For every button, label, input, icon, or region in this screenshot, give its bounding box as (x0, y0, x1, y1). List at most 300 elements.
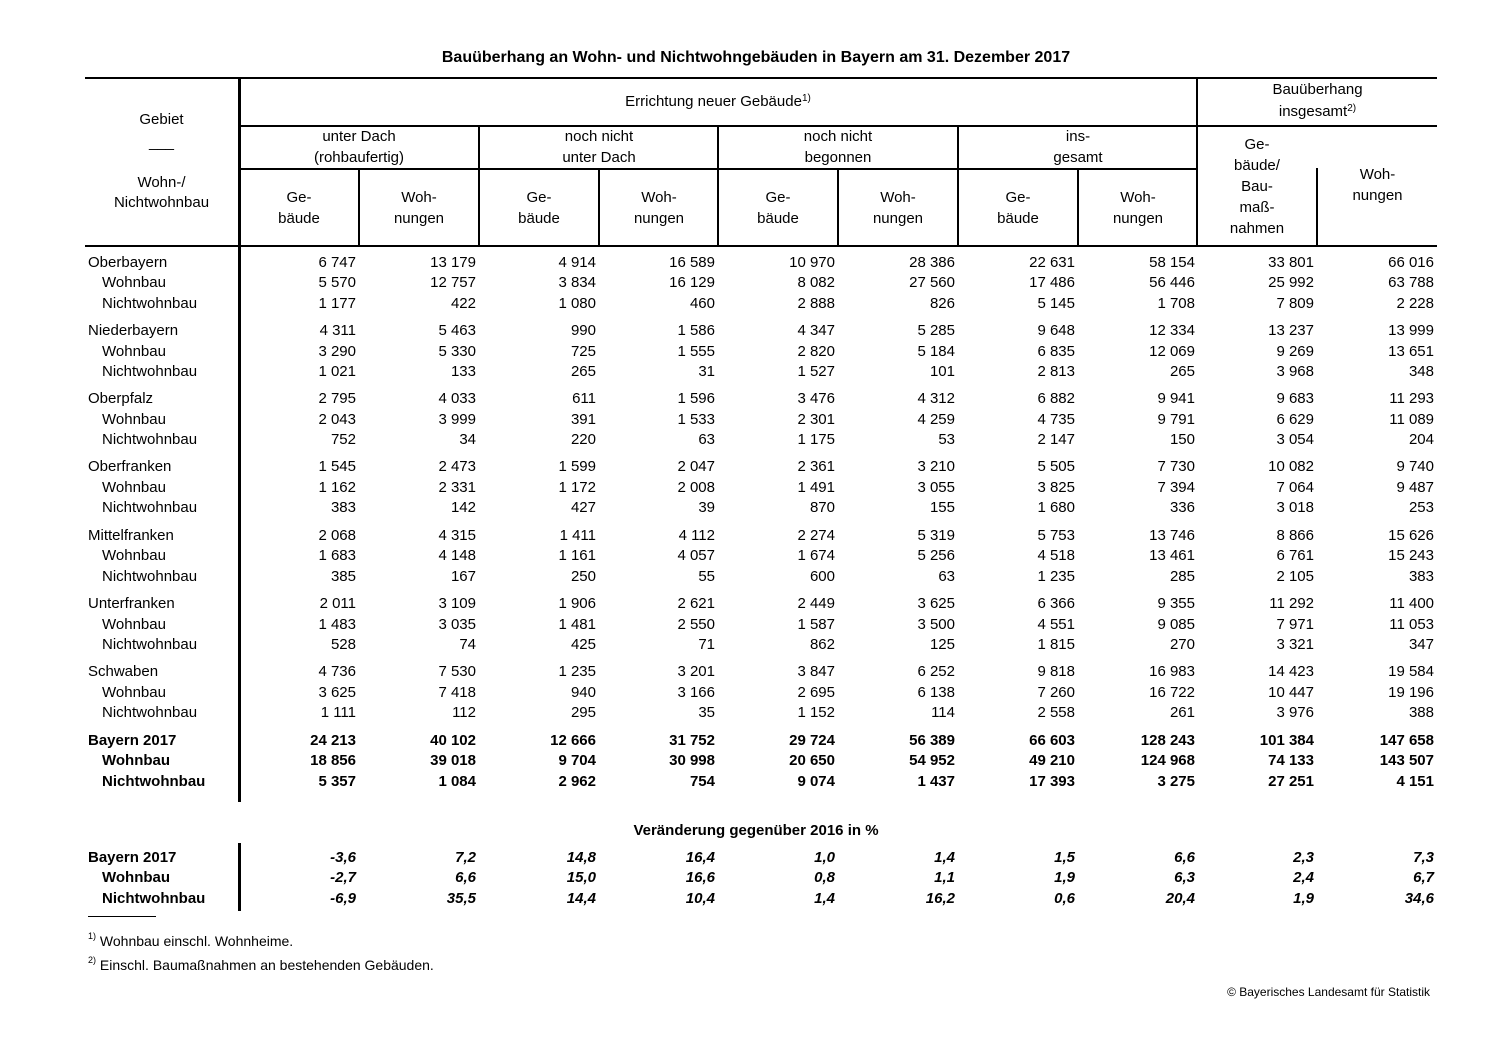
cell-value: 6 138 (917, 684, 955, 701)
cell-value: 3 825 (1037, 479, 1075, 496)
row-label: Oberpfalz (88, 390, 154, 407)
cell-value: 2 011 (319, 595, 356, 612)
cell-value: 528 (330, 636, 356, 653)
cell-value: 9 818 (1037, 663, 1075, 680)
cell-value: 2,4 (1293, 869, 1314, 886)
cell-value: 128 243 (1140, 732, 1195, 749)
cell-value: 15 626 (1388, 527, 1434, 544)
header-gebaeude (719, 187, 837, 229)
cell-value: 9 648 (1037, 322, 1075, 339)
cell-value: 22 631 (1029, 254, 1075, 271)
header-nichtwohnbau: Nichtwohnbau (113, 194, 210, 211)
cell-value: 3 834 (558, 274, 596, 291)
cell-value: 1 596 (677, 390, 715, 407)
cell-value: 1 906 (558, 595, 596, 612)
row-label: Mittelfranken (88, 527, 174, 544)
header-line: Bau- (1241, 178, 1273, 195)
cell-value: 7,2 (455, 849, 476, 866)
header-group (240, 126, 478, 168)
cell-value: 31 (698, 363, 715, 380)
header-line: noch nicht (564, 128, 634, 145)
cell-value: 600 (809, 568, 835, 585)
cell-value: 1 587 (797, 616, 835, 633)
row-label: Niederbayern (88, 322, 179, 339)
cell-value: 11 293 (1389, 390, 1434, 407)
cell-value: 6,6 (1174, 849, 1195, 866)
row-label: Nichtwohnbau (102, 431, 198, 448)
cell-value: 39 (698, 499, 715, 516)
row-label: Schwaben (88, 663, 159, 680)
cell-value: 33 801 (1268, 254, 1314, 271)
cell-value: 3 625 (318, 684, 356, 701)
cell-value: 2 795 (318, 390, 356, 407)
cell-value: 4 551 (1037, 616, 1075, 633)
cell-value: 1 527 (797, 363, 835, 380)
header-line: maß- (1239, 199, 1275, 216)
cell-value: 7 971 (1276, 616, 1314, 633)
row-label: Wohnbau (102, 411, 166, 428)
header-group (480, 126, 718, 168)
header-wohn: Wohn-/ (137, 174, 186, 191)
cell-value: 460 (689, 295, 715, 312)
cell-value: 53 (938, 431, 955, 448)
cell-value: 7,3 (1413, 849, 1434, 866)
cell-value: 6 252 (917, 663, 955, 680)
cell-value: 9 704 (558, 752, 596, 769)
cell-value: 34 (459, 431, 476, 448)
cell-value: 10,4 (685, 890, 715, 907)
cell-value: 19 584 (1388, 663, 1434, 680)
cell-value: 1 533 (677, 411, 715, 428)
header-wohnungen (360, 187, 478, 229)
cell-value: 7 530 (438, 663, 476, 680)
cell-value: 6,6 (455, 869, 476, 886)
header-line: (rohbaufertig) (313, 149, 405, 166)
cell-value: 142 (450, 499, 476, 516)
cell-value: 13 651 (1388, 343, 1434, 360)
cell-value: 2 301 (797, 411, 835, 428)
cell-value: 17 393 (1029, 773, 1075, 790)
cell-value: 9 085 (1157, 616, 1195, 633)
cell-value: 35,5 (446, 890, 476, 907)
cell-value: 1 680 (1037, 499, 1075, 516)
cell-value: 265 (1169, 363, 1195, 380)
cell-value: 5 184 (917, 343, 955, 360)
header-line: Woh- (880, 189, 916, 206)
cell-value: 2 888 (797, 295, 835, 312)
cell-value: 6 882 (1037, 390, 1075, 407)
cell-value: 862 (809, 636, 835, 653)
cell-value: 16 983 (1149, 663, 1195, 680)
header-line: Woh- (401, 189, 437, 206)
cell-value: 2 695 (797, 684, 835, 701)
cell-value: 14,8 (566, 849, 596, 866)
cell-value: 101 (929, 363, 955, 380)
header-line: nungen (872, 210, 924, 227)
change-section-title: Veränderung gegenüber 2016 in % (633, 822, 879, 839)
row-label: Nichtwohnbau (102, 773, 206, 790)
header-wohnungen (1079, 187, 1197, 229)
cell-value: 752 (330, 431, 356, 448)
cell-value: 3 625 (917, 595, 955, 612)
row-label: Wohnbau (102, 869, 171, 886)
cell-value: 1 084 (438, 773, 476, 790)
cell-value: 55 (698, 568, 715, 585)
cell-value: 9 355 (1157, 595, 1195, 612)
cell-value: 167 (450, 568, 476, 585)
cell-value: 348 (1408, 363, 1434, 380)
cell-value: 1 555 (677, 343, 715, 360)
cell-value: 5 570 (318, 274, 356, 291)
cell-value: 9 941 (1157, 390, 1195, 407)
cell-value: 20,4 (1165, 890, 1195, 907)
cell-value: 388 (1408, 704, 1434, 721)
cell-value: 6 747 (318, 254, 356, 271)
cell-value: 295 (570, 704, 596, 721)
cell-value: 1 161 (558, 547, 596, 564)
row-label: Wohnbau (102, 274, 166, 291)
cell-value: 9 074 (797, 773, 835, 790)
cell-value: 1 491 (797, 479, 835, 496)
cell-value: 5 330 (438, 343, 476, 360)
cell-value: 29 724 (789, 732, 835, 749)
cell-value: 16 722 (1149, 684, 1195, 701)
row-label: Wohnbau (102, 684, 166, 701)
cell-value: 425 (570, 636, 596, 653)
cell-value: 7 730 (1157, 458, 1195, 475)
header-gebiet: Gebiet (139, 111, 184, 128)
header-line: bäude (997, 210, 1039, 227)
cell-value: 13 179 (430, 254, 476, 271)
cell-value: 6 835 (1037, 343, 1075, 360)
cell-value: 54 952 (909, 752, 955, 769)
cell-value: 1,4 (934, 849, 955, 866)
cell-value: 19 196 (1388, 684, 1434, 701)
cell-value: 2 068 (318, 527, 356, 544)
cell-value: 3 210 (917, 458, 955, 475)
cell-value: 385 (330, 568, 356, 585)
cell-value: 8 082 (797, 274, 835, 291)
header-gebiet-separator: ___ (148, 134, 175, 151)
header-wohnungen (839, 187, 957, 229)
cell-value: 3 018 (1276, 499, 1314, 516)
cell-value: 754 (689, 773, 715, 790)
cell-value: 870 (809, 499, 835, 516)
row-label: Wohnbau (102, 547, 166, 564)
header-line: Ge- (1005, 189, 1031, 206)
cell-value: 0,6 (1054, 890, 1075, 907)
cell-value: 725 (570, 343, 596, 360)
row-label: Nichtwohnbau (102, 499, 198, 516)
header-line: bäude (518, 210, 560, 227)
cell-value: 2 558 (1037, 704, 1075, 721)
cell-value: 9 269 (1276, 343, 1314, 360)
cell-value: 2 105 (1276, 568, 1314, 585)
cell-value: 1 599 (558, 458, 596, 475)
cell-value: 1 481 (558, 616, 596, 633)
header-wohnungen-total (1318, 164, 1437, 206)
cell-value: 3 999 (438, 411, 476, 428)
cell-value: 427 (570, 499, 596, 516)
header-line: bäude (757, 210, 799, 227)
cell-value: 3 109 (438, 595, 476, 612)
cell-value: 1 545 (318, 458, 356, 475)
cell-value: 1,4 (814, 890, 835, 907)
header-line: nungen (393, 210, 445, 227)
cell-value: 5 463 (438, 322, 476, 339)
cell-value: 285 (1169, 568, 1195, 585)
cell-value: 1,1 (934, 869, 955, 886)
cell-value: 4 735 (1037, 411, 1075, 428)
footnote-rule (88, 916, 156, 917)
cell-value: 143 507 (1379, 752, 1434, 769)
cell-value: 4 311 (319, 322, 356, 339)
header-line: nungen (1112, 210, 1164, 227)
cell-value: 6 629 (1276, 411, 1314, 428)
cell-value: 6 761 (1276, 547, 1314, 564)
header-line: Ge- (286, 189, 312, 206)
row-label: Bayern 2017 (88, 732, 177, 749)
cell-value: 4 259 (917, 411, 955, 428)
cell-value: 1,9 (1054, 869, 1075, 886)
cell-value: 1 437 (917, 773, 955, 790)
cell-value: 4 312 (917, 390, 955, 407)
header-line: nahmen (1229, 220, 1285, 237)
cell-value: 2 008 (677, 479, 715, 496)
header-line: Ge- (526, 189, 552, 206)
cell-value: 3 976 (1276, 704, 1314, 721)
cell-value: 4 033 (438, 390, 476, 407)
cell-value: 31 752 (669, 732, 715, 749)
header-bottom-rule (85, 245, 1437, 247)
cell-value: 74 133 (1268, 752, 1314, 769)
footnote-mark: 2) (88, 955, 97, 965)
cell-value: 24 213 (310, 732, 356, 749)
cell-value: 220 (570, 431, 596, 448)
cell-value: 1 683 (318, 547, 356, 564)
cell-value: 2 621 (677, 595, 715, 612)
cell-value: 1 483 (318, 616, 356, 633)
cell-value: 16,2 (925, 890, 955, 907)
header-errichtung (240, 91, 1196, 112)
cell-value: 112 (452, 704, 476, 721)
header-line: nungen (1352, 187, 1403, 204)
cell-value: 66 603 (1029, 732, 1075, 749)
cell-value: 261 (1169, 704, 1195, 721)
cell-value: 16 129 (669, 274, 715, 291)
cell-value: 1,0 (814, 849, 835, 866)
header-errichtung-text: Errichtung neuer Gebäude (625, 93, 802, 110)
cell-value: 35 (698, 704, 715, 721)
cell-value: 125 (929, 636, 955, 653)
header-line: unter Dach (322, 128, 396, 145)
cell-value: 5 256 (917, 547, 955, 564)
cell-value: 1,9 (1293, 890, 1314, 907)
cell-value: 16,4 (685, 849, 715, 866)
cell-value: 4 736 (318, 663, 356, 680)
cell-value: 253 (1408, 499, 1434, 516)
cell-value: 63 (938, 568, 955, 585)
cell-value: 270 (1169, 636, 1195, 653)
cell-value: 12 757 (430, 274, 476, 291)
cell-value: 3 035 (438, 616, 476, 633)
cell-value: 1 172 (558, 479, 596, 496)
cell-value: 7 064 (1276, 479, 1314, 496)
cell-value: 5 505 (1037, 458, 1075, 475)
cell-value: 13 237 (1268, 322, 1314, 339)
cell-value: 20 650 (789, 752, 835, 769)
cell-value: 6,3 (1174, 869, 1195, 886)
cell-value: 133 (450, 363, 476, 380)
cell-value: 3 201 (677, 663, 715, 680)
header-gebaeude (959, 187, 1077, 229)
header-rule-3 (240, 168, 1198, 170)
cell-value: 611 (572, 390, 596, 407)
row-label: Wohnbau (102, 479, 166, 496)
cell-value: 2 047 (677, 458, 715, 475)
cell-value: 4 148 (438, 547, 476, 564)
cell-value: 940 (570, 684, 596, 701)
cell-value: 71 (698, 636, 715, 653)
cell-value: 11 400 (1389, 595, 1434, 612)
table-title: Bauüberhang an Wohn- und Nichtwohngebäuden in Bayern am 31. Dezember 2017 (441, 49, 1071, 66)
cell-value: 12 666 (550, 732, 596, 749)
row-label: Nichtwohnbau (102, 295, 198, 312)
cell-value: 1 815 (1037, 636, 1075, 653)
cell-value: 13 746 (1149, 527, 1195, 544)
cell-value: 3 055 (917, 479, 955, 496)
header-line: ins- (1065, 128, 1091, 145)
row-label: Unterfranken (88, 595, 175, 612)
row-label: Wohnbau (102, 616, 166, 633)
cell-value: 4 347 (797, 322, 835, 339)
cell-value: 63 788 (1388, 274, 1434, 291)
cell-value: 3 500 (917, 616, 955, 633)
cell-value: 27 251 (1268, 773, 1314, 790)
cell-value: 18 856 (310, 752, 356, 769)
cell-value: 2 962 (558, 773, 596, 790)
cell-value: 1 152 (797, 704, 835, 721)
cell-value: 14 423 (1268, 663, 1314, 680)
cell-value: 27 560 (909, 274, 955, 291)
cell-value: 383 (1408, 568, 1434, 585)
cell-value: 39 018 (430, 752, 476, 769)
cell-value: 391 (570, 411, 596, 428)
cell-value: 155 (929, 499, 955, 516)
cell-value: 16,6 (685, 869, 715, 886)
stub-divider-change (238, 843, 241, 911)
cell-value: 11 292 (1269, 595, 1314, 612)
cell-value: 1,5 (1054, 849, 1075, 866)
cell-value: 5 285 (917, 322, 955, 339)
cell-value: 2 449 (797, 595, 835, 612)
row-label: Nichtwohnbau (102, 636, 198, 653)
row-label: Wohnbau (102, 752, 171, 769)
row-label: Wohnbau (102, 343, 166, 360)
header-insgesamt-text: insgesamt (1278, 103, 1348, 120)
cell-value: 58 154 (1149, 254, 1195, 271)
cell-value: 265 (570, 363, 596, 380)
cell-value: 336 (1169, 499, 1195, 516)
cell-value: 1 080 (558, 295, 596, 312)
cell-value: 3 275 (1157, 773, 1195, 790)
cell-value: 1 411 (559, 527, 596, 544)
cell-value: 2 550 (677, 616, 715, 633)
row-label: Bayern 2017 (88, 849, 177, 866)
cell-value: 3 290 (318, 343, 356, 360)
row-label: Oberbayern (88, 254, 168, 271)
header-line: begonnen (804, 149, 872, 166)
cell-value: 9 740 (1396, 458, 1434, 475)
cell-value: 5 357 (318, 773, 356, 790)
cell-value: 5 319 (917, 527, 955, 544)
cell-value: 11 053 (1389, 616, 1434, 633)
footnote-2 (88, 957, 434, 973)
cell-value: 49 210 (1029, 752, 1075, 769)
cell-value: 4 315 (438, 527, 476, 544)
cell-value: 5 753 (1037, 527, 1075, 544)
cell-value: 15 243 (1388, 547, 1434, 564)
cell-value: -3,6 (330, 849, 356, 866)
cell-value: 4 112 (678, 527, 715, 544)
cell-value: 9 683 (1276, 390, 1314, 407)
cell-value: 40 102 (430, 732, 476, 749)
cell-value: 383 (330, 499, 356, 516)
cell-value: 2 228 (1396, 295, 1434, 312)
cell-value: -6,9 (330, 890, 356, 907)
cell-value: 2 361 (797, 458, 835, 475)
cell-value: 2 331 (438, 479, 476, 496)
cell-value: 2 043 (318, 411, 356, 428)
cell-value: 7 809 (1276, 295, 1314, 312)
footnote-text: Wohnbau einschl. Wohnheime. (99, 933, 294, 949)
cell-value: 12 069 (1149, 343, 1195, 360)
cell-value: 1 111 (320, 704, 356, 721)
header-line: bäude/ (1234, 157, 1280, 174)
cell-value: 826 (929, 295, 955, 312)
header-line: noch nicht (803, 128, 873, 145)
row-label: Nichtwohnbau (102, 704, 198, 721)
cell-value: 3 476 (797, 390, 835, 407)
cell-value: 7 260 (1037, 684, 1075, 701)
cell-value: 101 384 (1259, 732, 1314, 749)
copyright: © Bayerisches Landesamt für Statistik (1227, 985, 1430, 999)
header-line: gesamt (1053, 149, 1103, 166)
cell-value: 114 (931, 704, 955, 721)
cell-value: 34,6 (1404, 890, 1434, 907)
cell-value: 6,7 (1413, 869, 1434, 886)
cell-value: 12 334 (1149, 322, 1195, 339)
cell-value: 990 (570, 322, 596, 339)
cell-value: 9 487 (1396, 479, 1434, 496)
cell-value: 1 235 (1037, 568, 1075, 585)
cell-value: 3 321 (1276, 636, 1314, 653)
cell-value: 10 447 (1268, 684, 1314, 701)
cell-value: 28 386 (909, 254, 955, 271)
cell-value: 7 418 (438, 684, 476, 701)
cell-value: 13 999 (1388, 322, 1434, 339)
header-line: bäude (278, 210, 320, 227)
header-bauueberhang: Bauüberhang (1272, 81, 1363, 98)
header-line: nungen (633, 210, 685, 227)
cell-value: 3 847 (797, 663, 835, 680)
cell-value: 15,0 (566, 869, 596, 886)
header-line: Ge- (765, 189, 791, 206)
cell-value: 30 998 (669, 752, 715, 769)
cell-value: 2 813 (1037, 363, 1075, 380)
footnote-ref-1: 1) (801, 93, 811, 104)
footnote-mark: 1) (88, 931, 97, 941)
